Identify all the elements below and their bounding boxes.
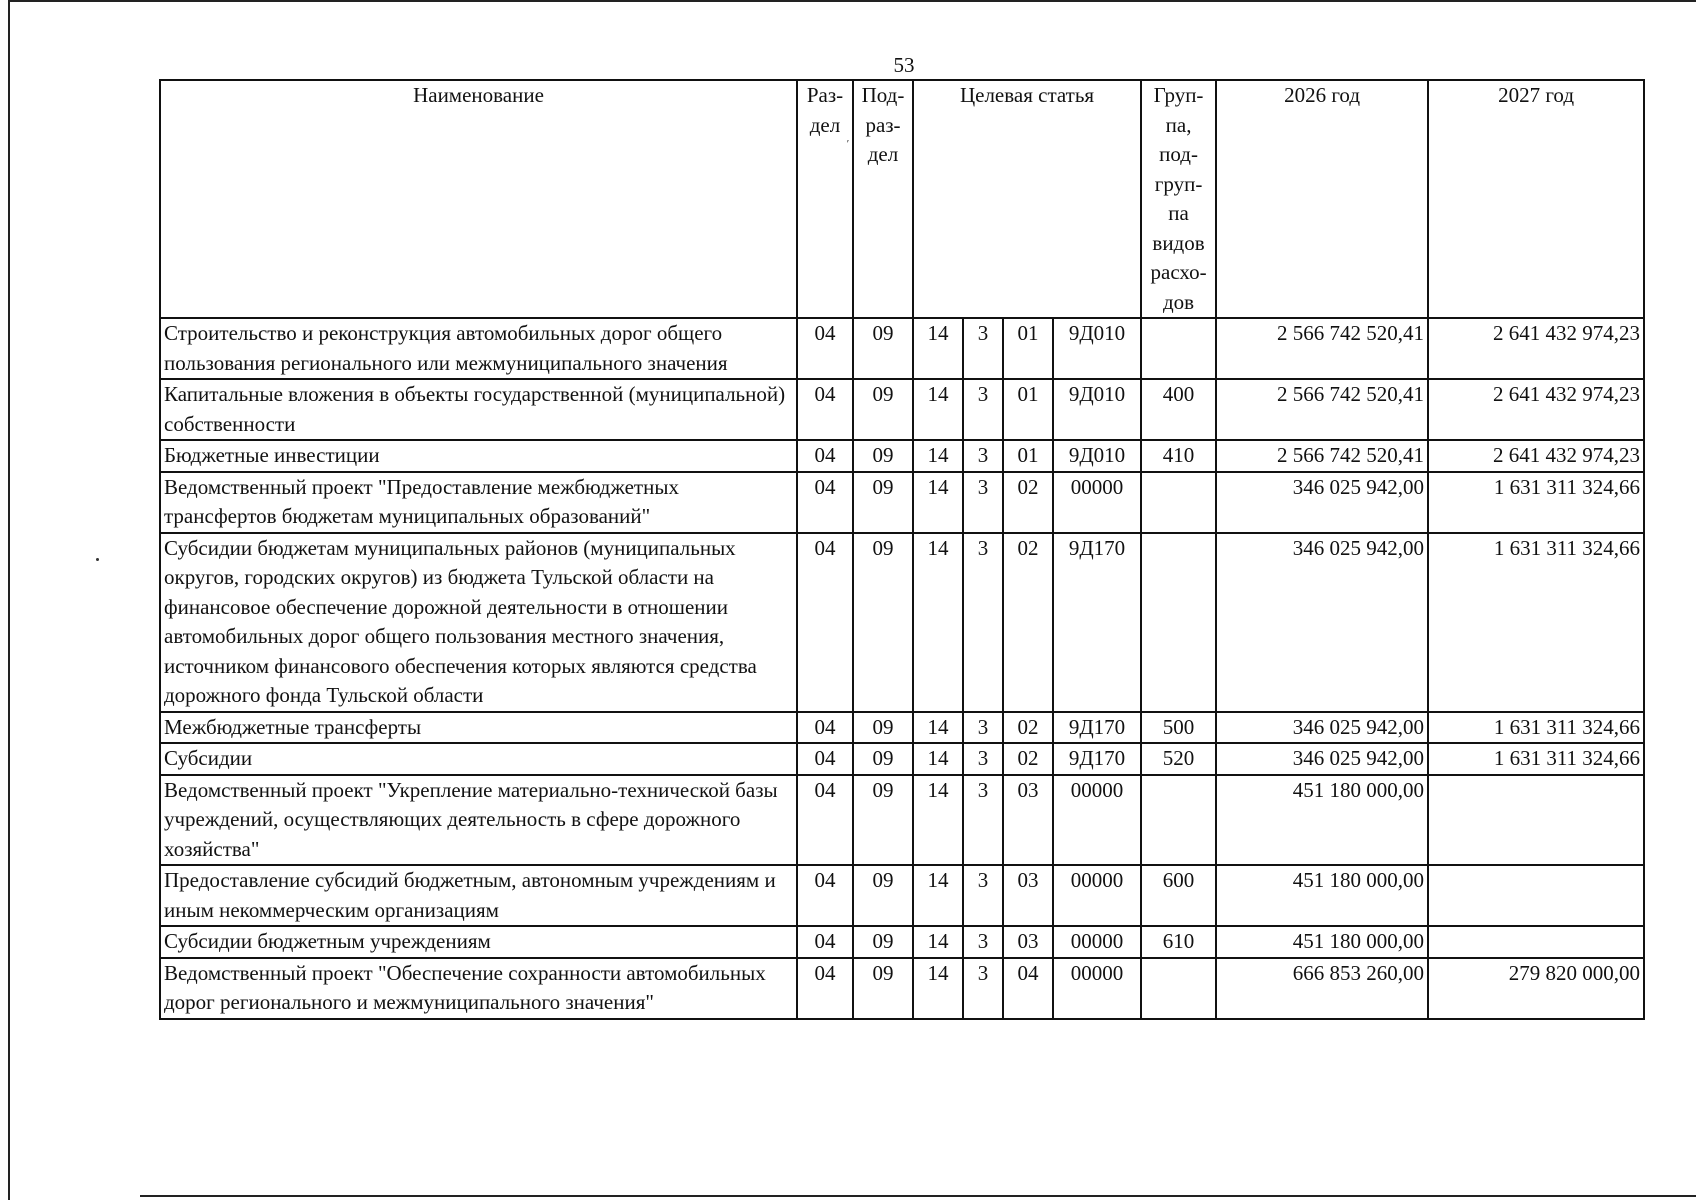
cell-program-type: 3: [963, 712, 1003, 744]
cell-name: Бюджетные инвестиции: [160, 440, 797, 472]
cell-expense-direction: 9Д010: [1053, 318, 1141, 379]
cell-amount-2027: [1428, 865, 1644, 926]
cell-amount-2026: 346 025 942,00: [1216, 743, 1428, 775]
cell-subsection: 09: [853, 926, 913, 958]
cell-amount-2026: 2 566 742 520,41: [1216, 318, 1428, 379]
cell-subsection: 09: [853, 533, 913, 712]
cell-expense-group: [1141, 775, 1216, 866]
cell-section: 04: [797, 318, 853, 379]
cell-amount-2026: 346 025 942,00: [1216, 472, 1428, 533]
cell-expense-group: [1141, 533, 1216, 712]
cell-expense-direction: 00000: [1053, 472, 1141, 533]
header-subsection: [853, 80, 913, 318]
cell-amount-2026: 346 025 942,00: [1216, 533, 1428, 712]
cell-amount-2027: 2 641 432 974,23: [1428, 379, 1644, 440]
table-row: [160, 865, 1644, 926]
cell-structural-element: 03: [1003, 865, 1053, 926]
cell-program: 14: [913, 712, 963, 744]
cell-expense-direction: 00000: [1053, 865, 1141, 926]
cell-program: 14: [913, 472, 963, 533]
cell-amount-2027: 1 631 311 324,66: [1428, 472, 1644, 533]
cell-name: Ведомственный проект "Обеспечение сохранности автомобильных дорог регионального и межмуниципального значения": [160, 958, 797, 1019]
cell-name: Строительство и реконструкция автомобильных дорог общего пользования регионального или межмуниципального значения: [160, 318, 797, 379]
table-row: [160, 775, 1644, 866]
cell-name: Субсидии: [160, 743, 797, 775]
table-row: [160, 379, 1644, 440]
cell-subsection: 09: [853, 712, 913, 744]
cell-program: 14: [913, 440, 963, 472]
cell-name: Ведомственный проект "Предоставление межбюджетных трансфертов бюджетам муниципальных образований": [160, 472, 797, 533]
cell-section: 04: [797, 743, 853, 775]
cell-expense-group: 410: [1141, 440, 1216, 472]
cell-subsection: 09: [853, 743, 913, 775]
cell-subsection: 09: [853, 440, 913, 472]
header-subsection-text: Под-раз-дел: [861, 83, 905, 166]
table-body: [160, 318, 1644, 1019]
table-row: [160, 472, 1644, 533]
header-2027-text: 2027 год: [1498, 83, 1574, 107]
header-section: [797, 80, 853, 318]
scan-artifact-dot: [96, 558, 99, 561]
cell-amount-2026: 451 180 000,00: [1216, 865, 1428, 926]
cell-expense-group: 500: [1141, 712, 1216, 744]
header-2027: [1428, 80, 1644, 318]
table-row: [160, 533, 1644, 712]
cell-program: 14: [913, 926, 963, 958]
cell-section: 04: [797, 865, 853, 926]
cell-expense-group: 400: [1141, 379, 1216, 440]
cell-expense-direction: 9Д170: [1053, 533, 1141, 712]
header-section-text: Раз-дел: [806, 83, 844, 137]
cell-amount-2027: 279 820 000,00: [1428, 958, 1644, 1019]
cell-amount-2027: 2 641 432 974,23: [1428, 440, 1644, 472]
header-row: [160, 80, 1644, 318]
cell-name: Субсидии бюджетам муниципальных районов (муниципальных округов, городских округов) из бюджета Тульской области на финансовое обеспечение дорожной деятельности в отношении автомобильных дорог общего пользования местного значения, источником финансового обеспечения которых являются средства дорожного фонда Тульской области: [160, 533, 797, 712]
cell-program-type: 3: [963, 775, 1003, 866]
cell-structural-element: 03: [1003, 926, 1053, 958]
cell-structural-element: 04: [1003, 958, 1053, 1019]
cell-program: 14: [913, 379, 963, 440]
cell-subsection: 09: [853, 958, 913, 1019]
cell-subsection: 09: [853, 472, 913, 533]
cell-name: Межбюджетные трансферты: [160, 712, 797, 744]
cell-name: Субсидии бюджетным учреждениям: [160, 926, 797, 958]
page-number: 53: [893, 53, 915, 77]
scan-edge-top: [8, 0, 1696, 2]
cell-structural-element: 02: [1003, 472, 1053, 533]
cell-structural-element: 02: [1003, 743, 1053, 775]
cell-program: 14: [913, 533, 963, 712]
cell-expense-group: 520: [1141, 743, 1216, 775]
table-row: [160, 712, 1644, 744]
cell-structural-element: 01: [1003, 318, 1053, 379]
cell-program: 14: [913, 865, 963, 926]
cell-program-type: 3: [963, 533, 1003, 712]
cell-subsection: 09: [853, 865, 913, 926]
table-row: [160, 743, 1644, 775]
cell-expense-direction: 00000: [1053, 958, 1141, 1019]
cell-expense-group: 600: [1141, 865, 1216, 926]
table-row: [160, 440, 1644, 472]
scan-tick-mark: ′: [846, 139, 849, 150]
cell-structural-element: 01: [1003, 379, 1053, 440]
scan-edge-bottom: [140, 1195, 1696, 1197]
cell-program-type: 3: [963, 743, 1003, 775]
header-name: [160, 80, 797, 318]
cell-program-type: 3: [963, 318, 1003, 379]
header-name-text: Наименование: [413, 83, 544, 107]
header-group: [1141, 80, 1216, 318]
cell-name: Капитальные вложения в объекты государственной (муниципальной) собственности: [160, 379, 797, 440]
table-header: [160, 80, 1644, 318]
cell-amount-2026: 666 853 260,00: [1216, 958, 1428, 1019]
cell-expense-group: [1141, 318, 1216, 379]
cell-section: 04: [797, 926, 853, 958]
header-2026-text: 2026 год: [1284, 83, 1360, 107]
cell-section: 04: [797, 712, 853, 744]
cell-expense-group: [1141, 958, 1216, 1019]
cell-amount-2026: 2 566 742 520,41: [1216, 440, 1428, 472]
header-target-article: [913, 80, 1141, 318]
table-row: [160, 926, 1644, 958]
header-target-article-text: Целевая статья: [959, 83, 1095, 107]
header-2026: [1216, 80, 1428, 318]
header-group-text: Груп-па, под-груп-па видов расхо-дов: [1150, 83, 1207, 314]
budget-table: [159, 79, 1645, 1020]
cell-program-type: 3: [963, 926, 1003, 958]
cell-program-type: 3: [963, 472, 1003, 533]
cell-amount-2027: [1428, 775, 1644, 866]
cell-expense-direction: 00000: [1053, 926, 1141, 958]
cell-expense-direction: 9Д010: [1053, 379, 1141, 440]
scan-edge-left: [8, 0, 10, 1200]
cell-expense-direction: 00000: [1053, 775, 1141, 866]
cell-program-type: 3: [963, 379, 1003, 440]
cell-expense-direction: 9Д010: [1053, 440, 1141, 472]
cell-subsection: 09: [853, 318, 913, 379]
cell-structural-element: 01: [1003, 440, 1053, 472]
cell-expense-group: [1141, 472, 1216, 533]
cell-structural-element: 02: [1003, 533, 1053, 712]
cell-section: 04: [797, 533, 853, 712]
cell-amount-2027: 2 641 432 974,23: [1428, 318, 1644, 379]
cell-amount-2027: 1 631 311 324,66: [1428, 743, 1644, 775]
table-row: [160, 318, 1644, 379]
cell-section: 04: [797, 379, 853, 440]
cell-program: 14: [913, 775, 963, 866]
cell-name: Ведомственный проект "Укрепление материально-технической базы учреждений, осуществляющих деятельность в сфере дорожного хозяйства": [160, 775, 797, 866]
table-row: [160, 958, 1644, 1019]
cell-structural-element: 03: [1003, 775, 1053, 866]
cell-program: 14: [913, 958, 963, 1019]
cell-section: 04: [797, 440, 853, 472]
cell-section: 04: [797, 775, 853, 866]
cell-subsection: 09: [853, 775, 913, 866]
cell-name: Предоставление субсидий бюджетным, автономным учреждениям и иным некоммерческим организациям: [160, 865, 797, 926]
cell-amount-2026: 2 566 742 520,41: [1216, 379, 1428, 440]
cell-program-type: 3: [963, 958, 1003, 1019]
cell-amount-2026: 451 180 000,00: [1216, 926, 1428, 958]
cell-expense-direction: 9Д170: [1053, 712, 1141, 744]
cell-amount-2027: 1 631 311 324,66: [1428, 533, 1644, 712]
cell-section: 04: [797, 958, 853, 1019]
cell-program-type: 3: [963, 865, 1003, 926]
cell-subsection: 09: [853, 379, 913, 440]
cell-section: 04: [797, 472, 853, 533]
cell-amount-2027: 1 631 311 324,66: [1428, 712, 1644, 744]
cell-program-type: 3: [963, 440, 1003, 472]
cell-program: 14: [913, 318, 963, 379]
cell-expense-direction: 9Д170: [1053, 743, 1141, 775]
cell-amount-2026: 346 025 942,00: [1216, 712, 1428, 744]
cell-program: 14: [913, 743, 963, 775]
cell-amount-2027: [1428, 926, 1644, 958]
cell-amount-2026: 451 180 000,00: [1216, 775, 1428, 866]
cell-structural-element: 02: [1003, 712, 1053, 744]
cell-expense-group: 610: [1141, 926, 1216, 958]
